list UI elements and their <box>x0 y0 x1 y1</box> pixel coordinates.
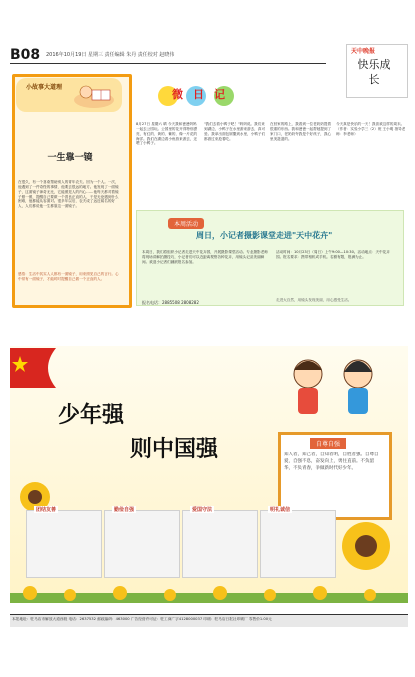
activity-body-left: 本周日，我们将组织小记者走进天中花卉园，开展摄影课堂活动。专业摄影老师将现场讲解拍摄技巧，小记者们可以近距离观察各种花卉，用镜头记录美丽瞬间。欢迎小记者们踊跃报名参加。 <box>142 250 268 264</box>
story-body: 在很久，有一个喜欢帮助别人的青年农夫。因为一个人。一次，他遇到了一件奇怪的事情，他要去很远的地方。他发现了一面镜子，这面镜子神奇无比，它能照见人的内心……他每天都对着镜子照一照，提醒自己要做一个善良正直的人，于是无论遇到什么困难，他都能从容面对。很多年以后，农夫成了远近闻名的好人，人们都说他一生都靠这一面镜子。 <box>18 180 119 209</box>
footer-text: 本报地址：驻马店市解放大道西段 电话：2637532 邮政编码：463000 广告经营许可证：驻工商广字4128000037 印刷：驻马店日报社印刷厂 零售价1.00元 <box>12 617 272 621</box>
page-number: B08 <box>10 47 41 63</box>
story-heading: 一生靠一镜 <box>47 153 93 163</box>
story-series-label: 小故事大道理 <box>26 84 63 91</box>
virtue-panel-2 <box>104 510 180 578</box>
virtue-panel-3 <box>182 510 258 578</box>
diary-title: 微日记 <box>172 88 235 101</box>
story-moral: 感悟：生活中其实人人都有一面镜子，用来照见自己的言行。心中常有一面镜子，才能时时提醒自己做一个正直的人。 <box>18 272 119 281</box>
virtue-label-2: 勤俭自强 <box>114 507 135 513</box>
virtue-label-4: 明礼诚信 <box>270 507 291 513</box>
flag-icon <box>10 348 56 388</box>
diary-column-4: 今天真是快乐的一天！我喜欢这样的周末。（作者：实验小学三（2）班 王小明 指导老师：李老师） <box>336 122 406 136</box>
sunflower-icon <box>340 520 392 572</box>
self-improvement-title: 自尊自强 <box>310 438 346 449</box>
diary-column-1: 8月27日 星期六 晴 今天我和爸爸妈妈一起去公园玩。公园里的花开得特别漂亮，有红的、黄的、紫的，像一片花的海洋。我们在湖边看小鱼游来游去，还喂了小鸭子。 <box>136 122 198 146</box>
diary-column-3: 在回家的路上，我看到一位老奶奶提着很重的东西。我和爸爸一起帮她提到了家门口，老奶奶夸我是个好孩子，我心里美滋滋的。 <box>270 122 332 141</box>
activity-quote: 走进大自然，用镜头发现美丽，用心感受生活。 <box>276 298 352 302</box>
activity-title: 周日，小记者摄影课堂走进"天中花卉" <box>196 231 333 240</box>
activity-contact: 报名电话：2885508 2808282 <box>142 300 199 305</box>
activity-tag: 本周活动 <box>168 218 204 229</box>
virtue-label-1: 团结友善 <box>36 507 57 513</box>
virtue-panel-4 <box>260 510 336 578</box>
slogan-line-1: 少年强 <box>58 403 125 428</box>
section-title: 快乐成长 <box>357 58 391 86</box>
slogan-line-2: 则中国强 <box>130 437 219 462</box>
header-meta: 2016年10月19日 星期三 责任编辑 朱丹 责任校对 赵晓伟 <box>46 52 175 58</box>
virtue-label-3: 爱国守法 <box>192 507 213 513</box>
header-rule <box>10 63 326 64</box>
diary-column-2: "我们去看小鸭子吧！"妈妈说。我们来到湖边，小鸭子在水里游来游去，真可爱。我拿出面包屑撒到水里，小鸭子们都游过来抢着吃。 <box>204 122 266 141</box>
masthead-brand: 天中晚报 <box>351 48 376 55</box>
sunflower-border <box>10 585 408 603</box>
cheering-children-illustration <box>278 352 388 422</box>
self-improvement-body: 知人者，知己者，自知者明，自胜者强。自尊自爱，自强不息，奋发向上，勇往直前。不负韶华，不负青春，争做新时代好少年。 <box>284 452 379 471</box>
reading-child-illustration <box>70 80 118 110</box>
virtue-panel-1 <box>26 510 102 578</box>
activity-body-right: 活动时间：10月23日（周日）上午9:00—10:30。活动地点：天中花卉园。报名要求：携带相机或手机。名额有限，报满为止。 <box>276 250 390 259</box>
